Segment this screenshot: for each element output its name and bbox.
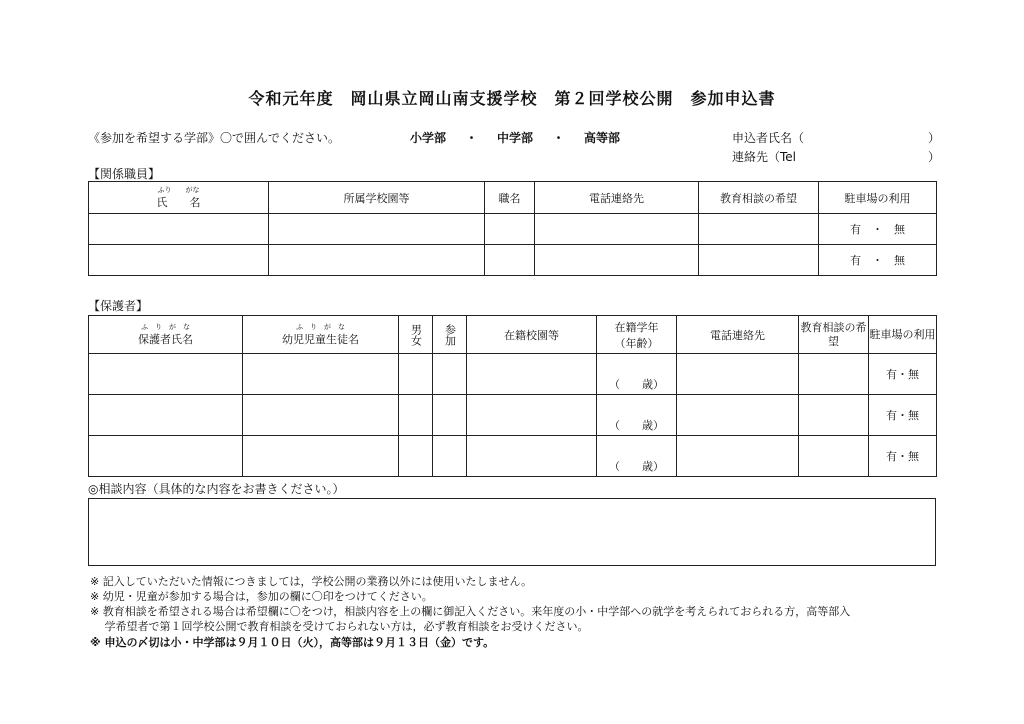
- attend-cell[interactable]: [433, 436, 467, 477]
- staff-header-parking: 駐車場の利用: [819, 182, 937, 214]
- guardian-header-parking: 駐車場の利用: [869, 316, 937, 354]
- staff-phone-cell[interactable]: [535, 214, 699, 245]
- staff-header-name-label: 氏 名: [156, 195, 201, 209]
- staff-name-cell[interactable]: [89, 245, 269, 276]
- guardian-header-grade: [597, 316, 677, 354]
- dept-separator: ・: [552, 131, 565, 145]
- applicant-contact-label: 連絡先（Tel: [732, 150, 797, 164]
- staff-school-cell[interactable]: [269, 245, 485, 276]
- age-text: （ 歳）: [609, 419, 664, 432]
- staff-consult-cell[interactable]: [699, 214, 819, 245]
- page-title: 令和元年度 岡山県立岡山南支援学校 第２回学校公開 参加申込書: [248, 89, 776, 108]
- note-deadline: ※ 申込の〆切は小・中学部は９月１０日（火），高等部は９月１３日（金）です。: [90, 636, 495, 649]
- parking-choice[interactable]: 有・無: [869, 395, 937, 436]
- staff-header-position: 職名: [485, 182, 535, 214]
- staff-header-school: 所属学校園等: [269, 182, 485, 214]
- child-name-cell[interactable]: [243, 354, 399, 395]
- guardian-name-cell[interactable]: [89, 395, 243, 436]
- staff-position-cell[interactable]: [485, 245, 535, 276]
- child-name-cell[interactable]: [243, 395, 399, 436]
- note-consultation-cont: 学希望者で第１回学校公開で教育相談を受けておられない方は，必ず教育相談をお受けください。: [90, 620, 589, 633]
- guardian-header-school: 在籍校園等: [467, 316, 597, 354]
- gender-cell[interactable]: [399, 354, 433, 395]
- phone-cell[interactable]: [677, 354, 799, 395]
- gender-cell[interactable]: [399, 395, 433, 436]
- guardian-header-name-ruby: ふ り が な: [141, 322, 190, 331]
- parking-choice[interactable]: 有・無: [869, 354, 937, 395]
- school-cell[interactable]: [467, 354, 597, 395]
- consult-cell[interactable]: [799, 395, 869, 436]
- staff-header-phone: 電話連絡先: [535, 182, 699, 214]
- staff-header-name: [89, 182, 269, 214]
- guardian-name-cell[interactable]: [89, 436, 243, 477]
- dept-high-school[interactable]: 高等部: [583, 131, 620, 145]
- staff-position-cell[interactable]: [485, 214, 535, 245]
- staff-row: [89, 245, 937, 276]
- guardian-row: [89, 395, 937, 436]
- attend-cell[interactable]: [433, 354, 467, 395]
- guardian-header-child: [243, 316, 399, 354]
- staff-row: [89, 214, 937, 245]
- gender-cell[interactable]: [399, 436, 433, 477]
- phone-cell[interactable]: [677, 395, 799, 436]
- staff-parking-choice[interactable]: 有 ・ 無: [819, 245, 937, 276]
- guardian-header-child-label: 幼児児童生徒名: [282, 332, 359, 346]
- guardian-table: [88, 315, 937, 477]
- grade-cell[interactable]: [597, 354, 677, 395]
- dept-elementary[interactable]: 小学部: [410, 131, 447, 145]
- age-text: （ 歳）: [609, 460, 664, 473]
- guardian-heading: 【保護者】: [88, 299, 149, 313]
- consult-cell[interactable]: [799, 354, 869, 395]
- guardian-header-child-ruby: ふ り が な: [296, 322, 345, 331]
- guardian-row: [89, 354, 937, 395]
- parking-choice[interactable]: 有・無: [869, 436, 937, 477]
- department-prompt: 《参加を希望する学部》〇で囲んでください。: [88, 131, 341, 145]
- dept-separator: ・: [465, 131, 478, 145]
- phone-cell[interactable]: [677, 436, 799, 477]
- staff-parking-choice[interactable]: 有 ・ 無: [819, 214, 937, 245]
- attend-cell[interactable]: [433, 395, 467, 436]
- staff-school-cell[interactable]: [269, 214, 485, 245]
- dept-junior-high[interactable]: 中学部: [496, 131, 533, 145]
- staff-heading: 【関係職員】: [88, 167, 161, 181]
- staff-header-name-ruby: ふり がな: [157, 185, 200, 194]
- note-consultation: ※ 教育相談を希望される場合は希望欄に〇をつけ，相談内容を上の欄に御記入ください。来年度の小・中学部への就学を考えられておられる方，高等部入: [90, 605, 851, 618]
- applicant-name-close: ）: [928, 131, 941, 145]
- guardian-header-gender: 男女: [399, 316, 433, 354]
- consult-cell[interactable]: [799, 436, 869, 477]
- school-cell[interactable]: [467, 436, 597, 477]
- child-name-cell[interactable]: [243, 436, 399, 477]
- guardian-header-attend: 参加: [433, 316, 467, 354]
- guardian-header-grade-sub: （年齢）: [614, 336, 659, 350]
- staff-phone-cell[interactable]: [535, 245, 699, 276]
- guardian-header-name: [89, 316, 243, 354]
- applicant-contact-close: ）: [928, 150, 941, 164]
- grade-cell[interactable]: [597, 395, 677, 436]
- note-child-attend: ※ 幼児・児童が参加する場合は，参加の欄に〇印をつけてください。: [90, 590, 433, 603]
- guardian-row: [89, 436, 937, 477]
- staff-table: [88, 181, 937, 276]
- consult-content-box[interactable]: [88, 498, 936, 566]
- guardian-header-consult: 教育相談の希望: [799, 316, 869, 354]
- guardian-header-name-label: 保護者氏名: [138, 332, 193, 346]
- guardian-header-phone: 電話連絡先: [677, 316, 799, 354]
- school-cell[interactable]: [467, 395, 597, 436]
- staff-consult-cell[interactable]: [699, 245, 819, 276]
- staff-name-cell[interactable]: [89, 214, 269, 245]
- grade-cell[interactable]: [597, 436, 677, 477]
- age-text: （ 歳）: [609, 378, 664, 391]
- consult-heading: ◎相談内容（具体的な内容をお書きください。）: [88, 482, 345, 496]
- applicant-name-label: 申込者氏名（: [732, 131, 805, 145]
- guardian-name-cell[interactable]: [89, 354, 243, 395]
- department-options: [410, 129, 620, 146]
- guardian-header-grade-label: 在籍学年: [614, 320, 659, 334]
- note-privacy: ※ 記入していただいた情報につきましては，学校公開の業務以外には使用いたしません。: [90, 575, 533, 588]
- staff-header-consult: 教育相談の希望: [699, 182, 819, 214]
